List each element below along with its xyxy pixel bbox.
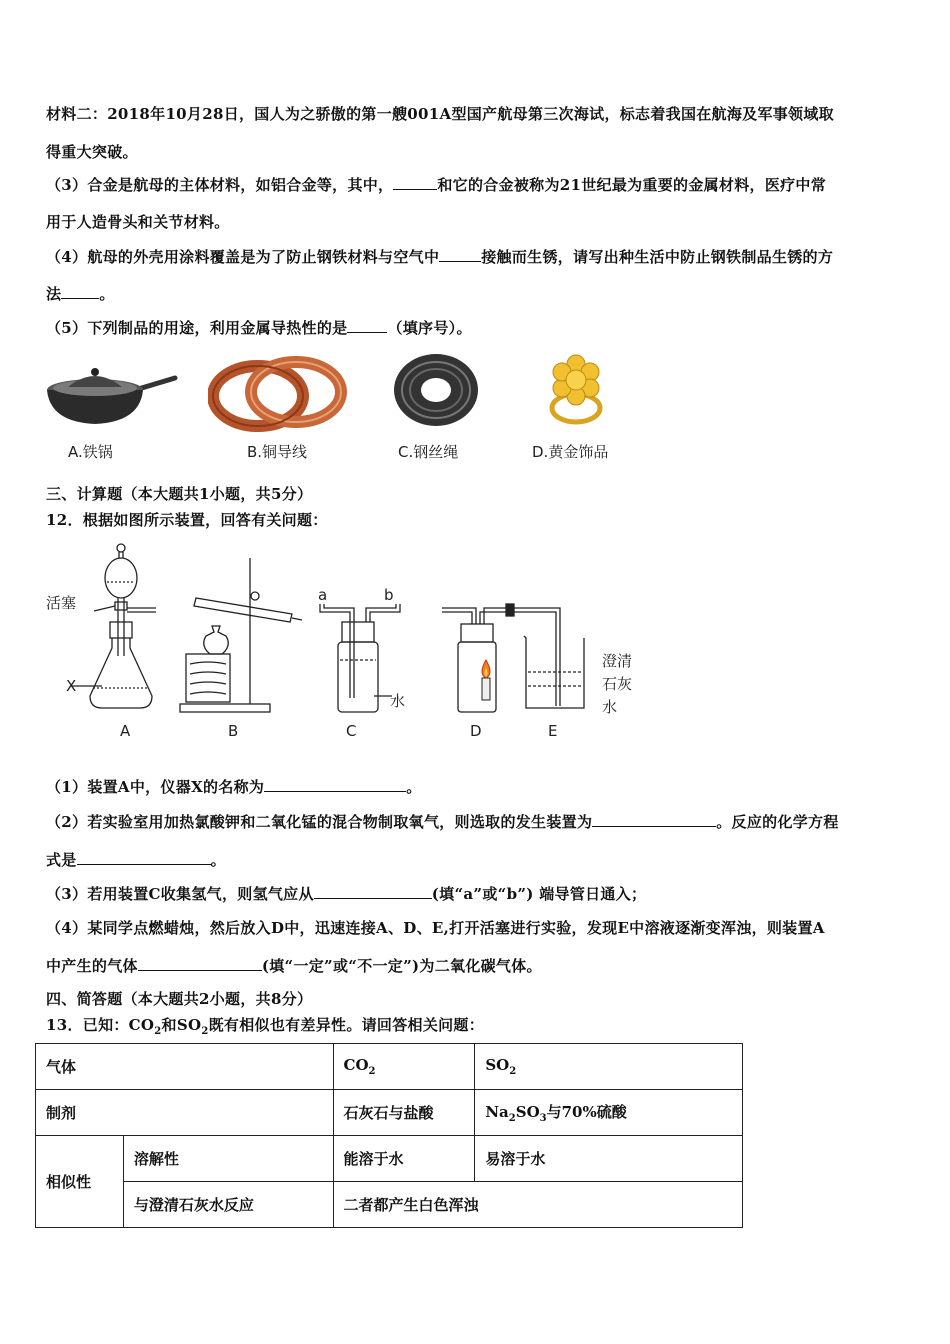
- answer-blank[interactable]: [138, 956, 262, 971]
- apparatus-label-a: A: [120, 722, 131, 740]
- limewater-label-2: 石灰: [602, 675, 633, 693]
- row-reagent: 制剂: [36, 1090, 334, 1136]
- so2-reagent-c: SO: [515, 1103, 540, 1121]
- q12-1-text-a: （1）装置A中，仪器X的名称为: [46, 778, 265, 796]
- answer-blank[interactable]: [347, 318, 387, 333]
- question-12-1: [46, 776, 422, 797]
- apparatus-label-d: D: [470, 722, 482, 740]
- material2-line2: 得重大突破。: [46, 143, 138, 161]
- answer-blank[interactable]: [77, 850, 211, 865]
- question-12-4-line1: （4）某同学点燃蜡烛，然后放入D中，迅速连接A、D、E,打开活塞进行实验，发现E中溶液逐渐变浑浊，则装置A: [46, 919, 825, 937]
- row-similarity: 相似性: [36, 1136, 124, 1228]
- product-label-c: C.钢丝绳: [398, 443, 459, 461]
- co2-solubility: 能溶于水: [333, 1136, 475, 1182]
- question-4-line2: [46, 283, 115, 304]
- q5-text-a: （5）下列制品的用途，利用金属导热性的是: [46, 319, 348, 337]
- q12-3-text-b: (填“a”或“b”) 端导管日通入；: [431, 885, 647, 903]
- q12-3-text-a: （3）若用装置C收集氢气，则氢气应从: [46, 885, 314, 903]
- copper-wire-icon: [208, 356, 348, 432]
- question-12-2-line2: [46, 849, 226, 870]
- gold-ring-icon: [536, 350, 616, 430]
- q13-text-a: 13．已知：CO: [46, 1016, 155, 1034]
- so2-reagent: [475, 1090, 743, 1136]
- q13-sub-2: 2: [201, 1026, 209, 1037]
- co2-text: CO: [343, 1056, 369, 1074]
- row-solubility: 溶解性: [123, 1136, 333, 1182]
- product-label-d: D.黄金饰品: [532, 443, 609, 461]
- product-label-a: A.铁锅: [68, 443, 113, 461]
- q12-2-text-a: （2）若实验室用加热氯酸钾和二氧化锰的混合物制取氧气，则选取的发生装置为: [46, 813, 593, 831]
- section-3-title: 三、计算题（本大题共1小题，共5分）: [46, 485, 313, 503]
- q4-text-b: 接触而生锈，请写出种生活中防止钢铁制品生锈的方: [481, 248, 834, 266]
- answer-blank[interactable]: [61, 284, 99, 299]
- so2-text: SO: [485, 1056, 510, 1074]
- table-row: [36, 1090, 743, 1136]
- table-row: [36, 1136, 743, 1182]
- so2-reagent-b: 2: [508, 1113, 516, 1124]
- wok-icon: [40, 360, 180, 432]
- q12-4-text-b: (填“一定”或“不一定”)为二氧化碳气体。: [261, 957, 542, 975]
- so2-reagent-a: Na: [485, 1103, 509, 1121]
- product-label-b: B.铜导线: [247, 443, 308, 461]
- question-3-line2: 用于人造骨头和关节材料。: [46, 213, 230, 231]
- q13-text-b: 和SO: [161, 1016, 202, 1034]
- question-12-4-line2: [46, 955, 542, 976]
- header-co2: [333, 1044, 475, 1090]
- question-12-3: [46, 883, 646, 904]
- answer-blank[interactable]: [592, 812, 716, 827]
- q12-2-text-b: 。反应的化学方程: [716, 813, 839, 831]
- tube-b-label: b: [384, 586, 394, 604]
- answer-blank[interactable]: [393, 175, 437, 190]
- question-12-2-line1: [46, 811, 839, 832]
- q3-text-a: （3）合金是航母的主体材料，如铝合金等，其中，: [46, 176, 394, 194]
- gas-comparison-table: [35, 1043, 743, 1228]
- q12-1-text-b: 。: [406, 778, 422, 796]
- answer-blank[interactable]: [314, 884, 432, 899]
- steel-wire-icon: [390, 350, 490, 430]
- so2-reagent-d: 3: [539, 1113, 547, 1124]
- so2-solubility: 易溶于水: [475, 1136, 743, 1182]
- question-12-title: 12．根据如图所示装置，回答有关问题：: [46, 511, 328, 529]
- q12-2-text-c: 式是: [46, 851, 77, 869]
- q13-sub-1: 2: [154, 1026, 162, 1037]
- q12-2-text-d: 。: [210, 851, 226, 869]
- co2-reagent: 石灰石与盐酸: [333, 1090, 475, 1136]
- apparatus-label-c: C: [346, 722, 357, 740]
- table-row: [36, 1182, 743, 1228]
- so2-sub: 2: [509, 1066, 517, 1077]
- answer-blank[interactable]: [264, 777, 406, 792]
- co2-sub: 2: [368, 1066, 376, 1077]
- water-label: 水: [390, 692, 406, 710]
- q4-text-d: 。: [99, 285, 115, 303]
- q5-text-b: （填序号）。: [387, 319, 472, 337]
- limewater-label-1: 澄清: [602, 652, 633, 670]
- question-5: [46, 317, 472, 338]
- limewater-label-3: 水: [602, 698, 618, 716]
- q13-text-c: 既有相似也有差异性。请回答相关问题：: [208, 1016, 485, 1034]
- q12-4-text-a: 中产生的气体: [46, 957, 138, 975]
- table-row: [36, 1044, 743, 1090]
- tube-a-label: a: [318, 586, 328, 604]
- q4-text-a: （4）航母的外壳用涂料覆盖是为了防止钢铁材料与空气中: [46, 248, 440, 266]
- question-13-title: [46, 1014, 484, 1037]
- q4-text-c: 法: [46, 285, 62, 303]
- q3-text-b: 和它的合金被称为21世纪最为重要的金属材料，医疗中常: [437, 176, 827, 194]
- section-4-title: 四、简答题（本大题共2小题，共8分）: [46, 990, 313, 1008]
- lab-apparatus-diagram: [40, 536, 650, 746]
- x-label: X: [66, 677, 77, 695]
- header-so2: [475, 1044, 743, 1090]
- both-result: 二者都产生白色浑浊: [333, 1182, 742, 1228]
- apparatus-label-e: E: [548, 722, 558, 740]
- apparatus-label-b: B: [228, 722, 239, 740]
- material2-line1: 材料二：2018年10月28日，国人为之骄傲的第一艘001A型国产航母第三次海试，标志着我国在航海及军事领域取: [46, 105, 834, 123]
- header-gas: 气体: [36, 1044, 334, 1090]
- so2-reagent-e: 与70%硫酸: [546, 1103, 627, 1121]
- stopcock-label: 活塞: [46, 594, 77, 612]
- answer-blank[interactable]: [439, 247, 481, 262]
- question-4-line1: [46, 246, 833, 267]
- row-limewater-reaction: 与澄清石灰水反应: [123, 1182, 333, 1228]
- question-3-line1: [46, 174, 826, 195]
